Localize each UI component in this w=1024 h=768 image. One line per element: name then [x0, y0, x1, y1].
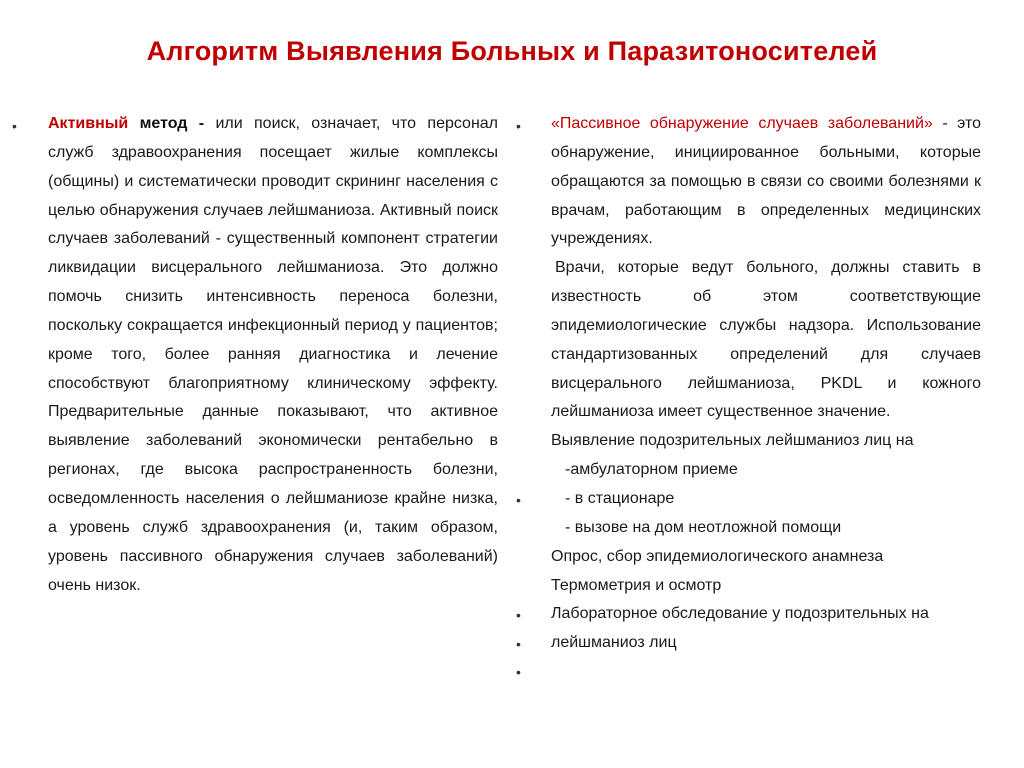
lab-test-item: Лабораторное обследование у подозрительных на лейшманиоз лиц: [551, 605, 929, 652]
method-label: метод -: [139, 115, 205, 132]
bullet-marker: •: [516, 492, 521, 508]
detection-item: -амбулаторном приеме: [565, 461, 738, 479]
bullet-marker: •: [516, 118, 521, 134]
bullet-marker: •: [516, 664, 521, 680]
active-method-text: или поиск, означает, что персонал служб здравоохранения посещает жилые комплексы (общины) и систематически проводит скрининг населения с целью обнаружения случаев лейшманиоза. Активный поиск случаев заболеваний - существенный компонент стратегии ликвидации висцерального лейшманиоза. Это должно помочь снизить интенсивность переноса болезни, поскольку сокращается инфекционный период у пациентов; кроме того, более ранняя диагностика и лечение способствуют благоприятному клиническому эффекту. Предварительные данные показывают, что активное выявление заболеваний экономически рентабельно в регионах, где высока распространенность болезни, осведомленность населения о лейшманиозе крайне низка, а уровень служб здравоохранения (и, таким образом, уровень пассивного обнаружения случаев заболеваний) очень низок.: [48, 115, 499, 594]
detection-item: - вызове на дом неотложной помощи: [565, 518, 842, 536]
detection-heading: Выявление подозрительных лейшманиоз лиц на: [551, 432, 914, 450]
bullet-marker: •: [516, 636, 521, 652]
doctors-paragraph: Врачи, которые ведут больного, должны ставить в известность об этом соответствующие эпидемиологические службы надзора. Использование стандартизованных определений для случаев висцерального лейшманиоза, PKDL и кожного лейшманиоза имеет существенное значение.: [551, 259, 981, 421]
active-label: Активный: [48, 115, 129, 132]
survey-item: Опрос, сбор эпидемиологического анамнеза: [551, 547, 884, 565]
passive-label: «Пассивное обнаружение случаев заболеваний»: [551, 115, 933, 132]
bullet-marker: •: [12, 118, 17, 134]
page-title: Алгоритм Выявления Больных и Паразитоносителей: [146, 36, 878, 66]
bullet-marker: •: [516, 607, 521, 623]
detection-item: - в стационаре: [565, 489, 675, 507]
active-method-column: [48, 110, 498, 600]
active-method-paragraph: [48, 110, 498, 600]
passive-paragraph: [551, 110, 981, 254]
thermometry-item: Термометрия и осмотр: [551, 576, 722, 594]
passive-method-column: [551, 110, 981, 658]
passive-text: - это обнаружение, инициированное больными, которые обращаются за помощью в связи со своими болезнями к врачам, работающим в определенных медицинских учреждениях.: [551, 115, 981, 248]
